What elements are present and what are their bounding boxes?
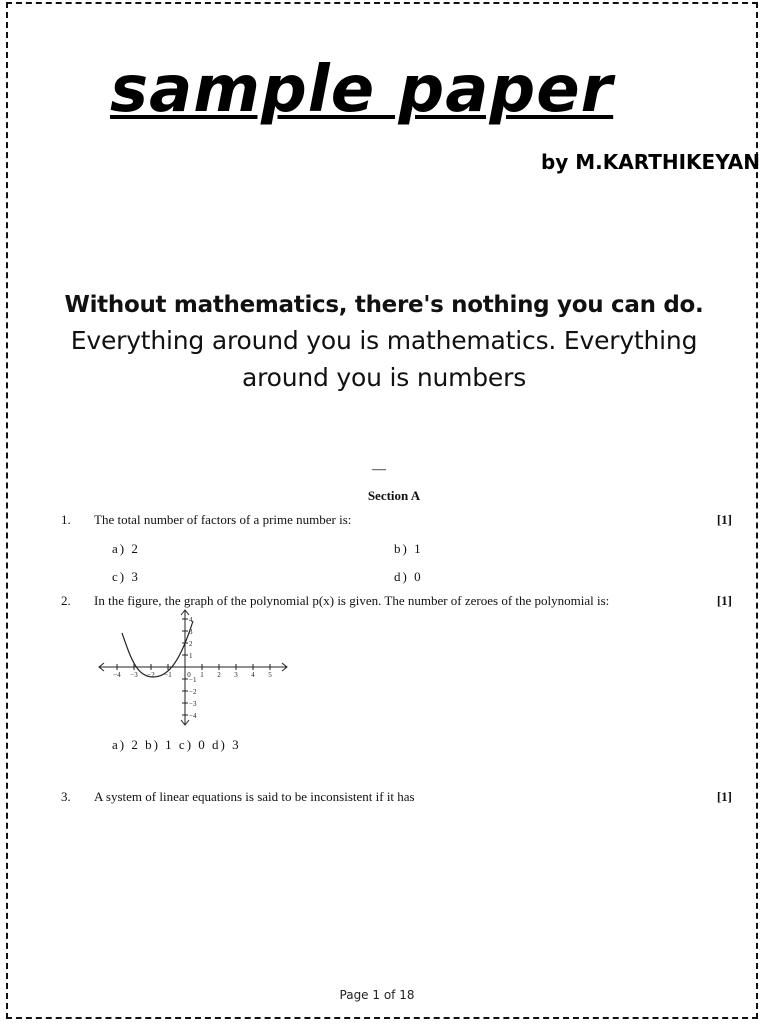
y-tick-label: −2 [189,688,197,696]
polynomial-graph [95,607,295,729]
quote-line-3: around you is numbers [241,363,527,392]
y-tick-labels [189,616,197,720]
x-tick-label: −3 [130,671,138,679]
x-tick-label: 5 [268,671,272,679]
separator-dash: — [372,462,386,477]
author-byline: by M.KARTHIKEYAN [540,150,760,174]
quote-line-1: Without mathematics, there's nothing you can do. [64,292,704,318]
question-options: a) 2 b) 1 c) 0 d) 3 [112,737,241,752]
x-tick-label: 0 [187,671,191,679]
question-number: 2. [61,593,71,608]
option-b: b) 1 [394,541,423,556]
y-tick-label: 4 [189,616,193,624]
quote-block [0,288,768,396]
x-tick-label: −1 [164,671,172,679]
option-c: c) 3 [112,569,140,584]
x-tick-label: 2 [217,671,221,679]
x-tick-label: −4 [113,671,121,679]
question-marks: [1] [716,593,732,608]
x-tick-label: 1 [200,671,204,679]
question-text: The total number of factors of a prime number is: [94,512,352,527]
y-tick-label: −1 [189,676,197,684]
quote-line-2: Everything around you is mathematics. Everything [70,326,698,355]
polynomial-curve [122,621,193,677]
y-tick-label: −4 [189,712,197,720]
question-text: In the figure, the graph of the polynomial p(x) is given. The number of zeroes of the polynomial is: [94,593,610,608]
y-tick-label: 1 [189,652,193,660]
option-a: a) 2 [112,541,140,556]
x-tick-label: 3 [234,671,238,679]
paper-title: sample paper [110,53,614,127]
y-tick-label: 3 [189,628,193,636]
question-number: 3. [61,789,71,804]
x-tick-label: 4 [251,671,255,679]
y-tick-label: −3 [189,700,197,708]
y-tick-label: 2 [189,640,193,648]
x-tick-label: −2 [147,671,155,679]
question-marks: [1] [716,789,732,804]
option-d: d) 0 [394,569,423,584]
question-marks: [1] [716,512,732,527]
question-text: A system of linear equations is said to be inconsistent if it has [94,789,415,804]
page-number: Page 1 of 18 [339,988,415,1002]
question-number: 1. [61,512,71,527]
section-heading: Section A [367,488,421,503]
